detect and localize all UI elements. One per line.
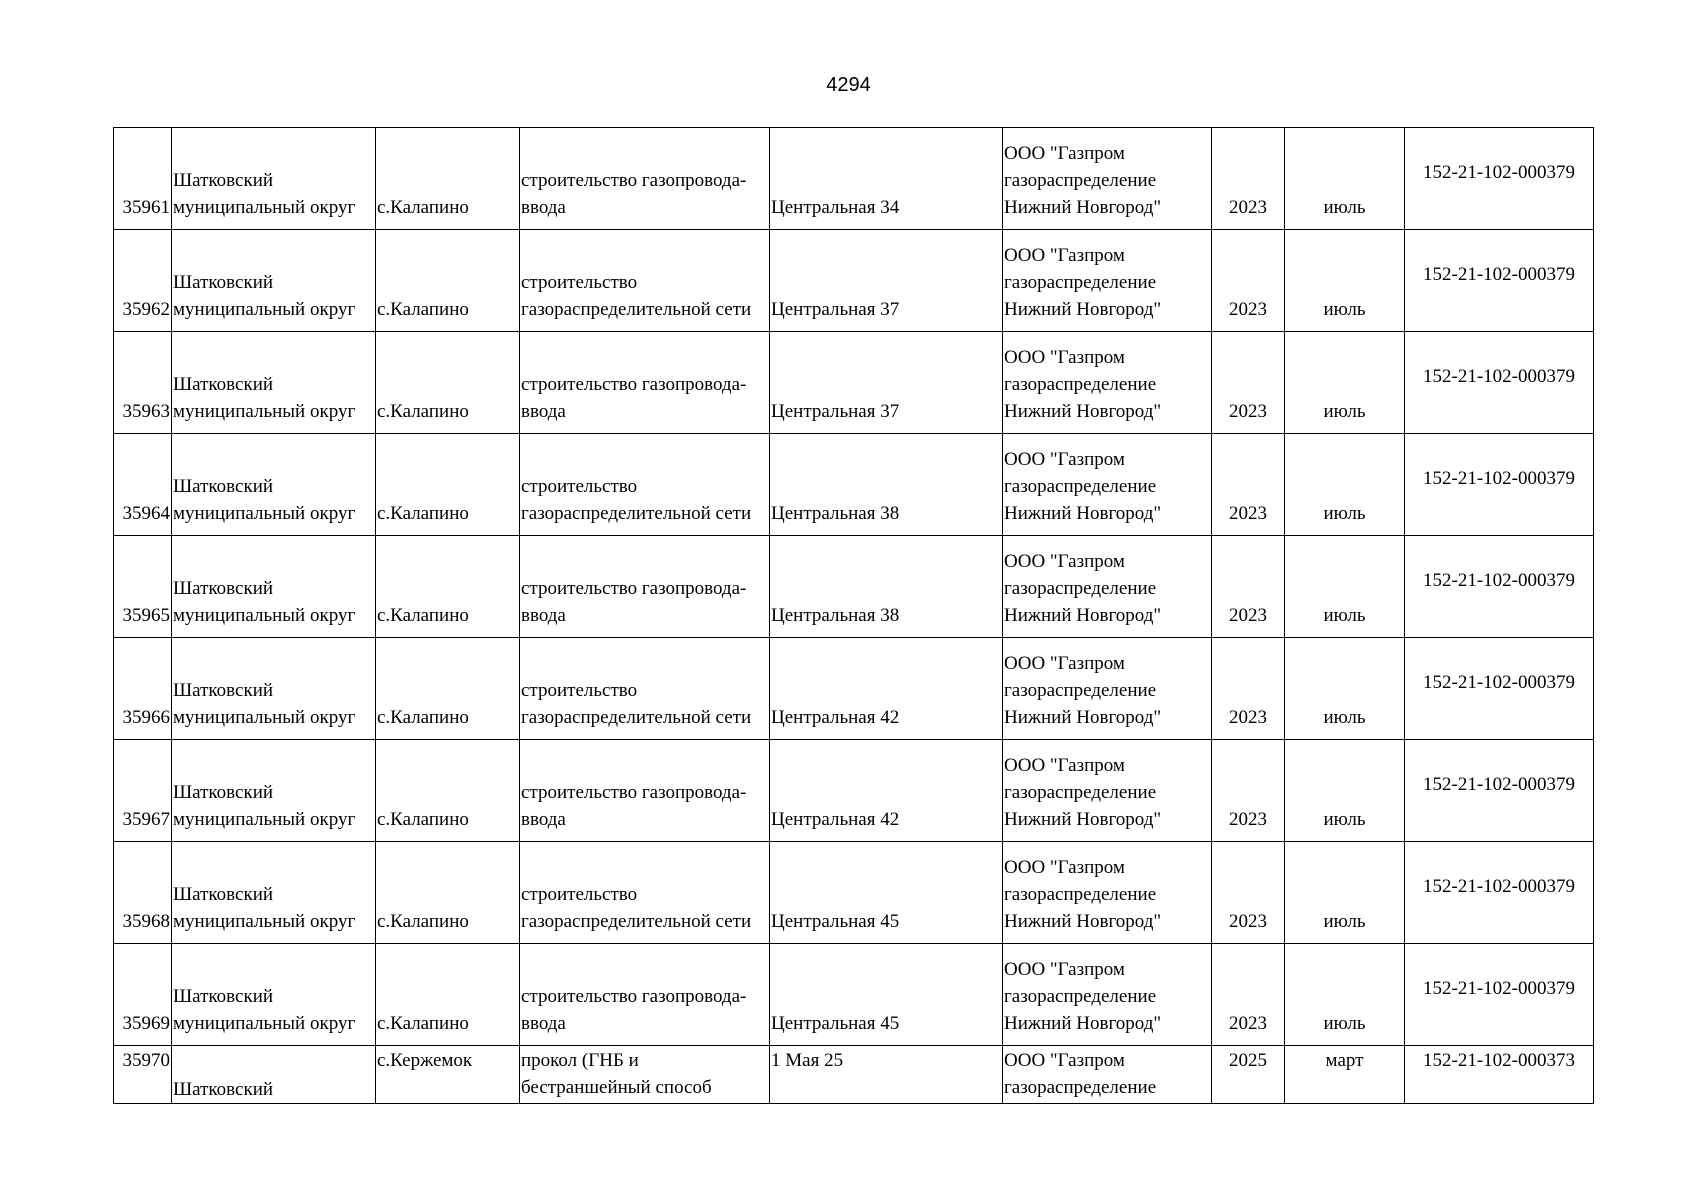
municipality-line: муниципальный округ	[173, 911, 356, 932]
work-type-line: бестраншейный способ	[521, 1077, 712, 1098]
month-cell	[1285, 434, 1405, 536]
work-type-cell	[520, 944, 770, 1046]
organization-cell	[1003, 128, 1212, 230]
work-type-cell	[520, 536, 770, 638]
organization-line: Нижний Новгород"	[1004, 197, 1162, 218]
organization-line: ООО "Газпром	[1004, 143, 1125, 164]
code: 152-21-102-000373	[1423, 1050, 1575, 1071]
registry-body	[114, 128, 1594, 1104]
month: июль	[1323, 503, 1366, 524]
work-type-line: газораспределительной сети	[521, 911, 752, 932]
row-number: 35962	[122, 299, 170, 320]
row-number: 35969	[122, 1013, 170, 1034]
code-cell	[1405, 230, 1594, 332]
month: июль	[1323, 911, 1366, 932]
table-row	[114, 740, 1594, 842]
address-cell	[770, 1046, 1003, 1104]
year: 2025	[1229, 1050, 1267, 1071]
address-cell	[770, 230, 1003, 332]
code: 152-21-102-000379	[1423, 774, 1575, 795]
municipality-cell	[172, 740, 376, 842]
municipality-cell	[172, 230, 376, 332]
row-number: 35967	[122, 809, 170, 830]
organization-line: Нижний Новгород"	[1004, 503, 1162, 524]
organization-cell	[1003, 740, 1212, 842]
municipality-cell	[172, 434, 376, 536]
municipality-line: муниципальный округ	[173, 809, 356, 830]
row-number: 35964	[122, 503, 170, 524]
settlement-cell	[376, 128, 520, 230]
code: 152-21-102-000379	[1423, 570, 1575, 591]
organization-line: ООО "Газпром	[1004, 755, 1125, 776]
organization-line: ООО "Газпром	[1004, 959, 1125, 980]
row-number-cell	[114, 944, 172, 1046]
organization-line: газораспределение	[1004, 884, 1157, 905]
municipality-cell	[172, 1046, 376, 1104]
municipality-line: Шатковский	[173, 374, 274, 395]
code-cell	[1405, 536, 1594, 638]
municipality-line: Шатковский	[173, 680, 274, 701]
code-cell	[1405, 434, 1594, 536]
organization-cell	[1003, 434, 1212, 536]
settlement: с.Калапино	[377, 197, 469, 218]
work-type-line: строительство	[521, 476, 638, 497]
municipality-line: муниципальный округ	[173, 197, 356, 218]
address: Центральная 37	[771, 299, 900, 320]
organization-line: ООО "Газпром	[1004, 347, 1125, 368]
year: 2023	[1229, 299, 1267, 320]
table-row	[114, 944, 1594, 1046]
organization-line: газораспределение	[1004, 374, 1157, 395]
address-cell	[770, 740, 1003, 842]
month-cell	[1285, 944, 1405, 1046]
month: июль	[1323, 1013, 1366, 1034]
municipality-line: муниципальный округ	[173, 299, 356, 320]
address: Центральная 38	[771, 605, 900, 626]
code: 152-21-102-000379	[1423, 468, 1575, 489]
organization-line: газораспределение	[1004, 476, 1157, 497]
row-number-cell	[114, 332, 172, 434]
code: 152-21-102-000379	[1423, 876, 1575, 897]
municipality-cell	[172, 944, 376, 1046]
settlement: с.Калапино	[377, 911, 469, 932]
address-cell	[770, 944, 1003, 1046]
row-number-cell	[114, 1046, 172, 1104]
organization-line: Нижний Новгород"	[1004, 809, 1162, 830]
year-cell	[1212, 944, 1285, 1046]
organization-cell	[1003, 638, 1212, 740]
municipality-line: муниципальный округ	[173, 707, 356, 728]
settlement-cell	[376, 230, 520, 332]
work-type-cell	[520, 230, 770, 332]
row-number: 35966	[122, 707, 170, 728]
code-cell	[1405, 332, 1594, 434]
settlement: с.Калапино	[377, 605, 469, 626]
work-type-line: ввода	[521, 1013, 566, 1034]
address-cell	[770, 434, 1003, 536]
municipality-line: Шатковский	[173, 578, 274, 599]
work-type-line: газораспределительной сети	[521, 299, 752, 320]
work-type-cell	[520, 842, 770, 944]
month: июль	[1323, 299, 1366, 320]
row-number: 35970	[122, 1050, 170, 1071]
work-type-cell	[520, 1046, 770, 1104]
table-row	[114, 536, 1594, 638]
table-row	[114, 1046, 1594, 1104]
organization-line: ООО "Газпром	[1004, 551, 1125, 572]
month-cell	[1285, 332, 1405, 434]
year-cell	[1212, 1046, 1285, 1104]
work-type-cell	[520, 638, 770, 740]
code: 152-21-102-000379	[1423, 162, 1575, 183]
month-cell	[1285, 128, 1405, 230]
settlement-cell	[376, 944, 520, 1046]
municipality-line: Шатковский	[173, 884, 274, 905]
month-cell	[1285, 740, 1405, 842]
year: 2023	[1229, 707, 1267, 728]
municipality-line: муниципальный округ	[173, 503, 356, 524]
work-type-line: ввода	[521, 809, 566, 830]
code-cell	[1405, 740, 1594, 842]
settlement: с.Калапино	[377, 707, 469, 728]
year: 2023	[1229, 197, 1267, 218]
row-number: 35968	[122, 911, 170, 932]
row-number: 35965	[122, 605, 170, 626]
code-cell	[1405, 638, 1594, 740]
municipality-cell	[172, 536, 376, 638]
code: 152-21-102-000379	[1423, 672, 1575, 693]
work-type-line: ввода	[521, 401, 566, 422]
organization-line: Нижний Новгород"	[1004, 605, 1162, 626]
year: 2023	[1229, 911, 1267, 932]
month-cell	[1285, 230, 1405, 332]
municipality-line: Шатковский	[173, 170, 274, 191]
month-cell	[1285, 1046, 1405, 1104]
table-row	[114, 842, 1594, 944]
settlement-cell	[376, 536, 520, 638]
month: июль	[1323, 197, 1366, 218]
address: Центральная 34	[771, 197, 900, 218]
settlement: с.Калапино	[377, 503, 469, 524]
municipality-cell	[172, 128, 376, 230]
row-number-cell	[114, 536, 172, 638]
work-type-line: газораспределительной сети	[521, 707, 752, 728]
code-cell	[1405, 944, 1594, 1046]
organization-line: газораспределение	[1004, 986, 1157, 1007]
municipality-line: Шатковский	[173, 476, 274, 497]
month-cell	[1285, 638, 1405, 740]
row-number: 35961	[122, 197, 170, 218]
municipality-cell	[172, 332, 376, 434]
organization-line: ООО "Газпром	[1004, 857, 1125, 878]
work-type-line: строительство газопровода-	[521, 578, 747, 599]
code: 152-21-102-000379	[1423, 978, 1575, 999]
code: 152-21-102-000379	[1423, 264, 1575, 285]
code: 152-21-102-000379	[1423, 366, 1575, 387]
year-cell	[1212, 536, 1285, 638]
municipality-cell	[172, 638, 376, 740]
work-type-line: строительство газопровода-	[521, 170, 747, 191]
year: 2023	[1229, 401, 1267, 422]
settlement: с.Калапино	[377, 1013, 469, 1034]
organization-cell	[1003, 332, 1212, 434]
work-type-cell	[520, 332, 770, 434]
address: Центральная 38	[771, 503, 900, 524]
year: 2023	[1229, 1013, 1267, 1034]
year: 2023	[1229, 605, 1267, 626]
settlement: с.Кержемок	[377, 1050, 473, 1071]
settlement: с.Калапино	[377, 809, 469, 830]
code-cell	[1405, 1046, 1594, 1104]
month: июль	[1323, 707, 1366, 728]
work-type-cell	[520, 740, 770, 842]
table-row	[114, 638, 1594, 740]
organization-cell	[1003, 842, 1212, 944]
organization-cell	[1003, 230, 1212, 332]
year-cell	[1212, 638, 1285, 740]
code-cell	[1405, 842, 1594, 944]
row-number-cell	[114, 230, 172, 332]
municipality-line: муниципальный округ	[173, 1013, 356, 1034]
registry-table	[113, 127, 1594, 1104]
work-type-line: строительство газопровода-	[521, 782, 747, 803]
month-cell	[1285, 842, 1405, 944]
organization-line: газораспределение	[1004, 170, 1157, 191]
address-cell	[770, 842, 1003, 944]
address: Центральная 37	[771, 401, 900, 422]
address-cell	[770, 536, 1003, 638]
municipality-line: Шатковский	[173, 782, 274, 803]
settlement-cell	[376, 842, 520, 944]
settlement-cell	[376, 740, 520, 842]
organization-cell	[1003, 1046, 1212, 1104]
address: Центральная 45	[771, 1013, 900, 1034]
settlement: с.Калапино	[377, 401, 469, 422]
work-type-line: ввода	[521, 605, 566, 626]
address: Центральная 45	[771, 911, 900, 932]
work-type-line: строительство газопровода-	[521, 986, 747, 1007]
organization-line: ООО "Газпром	[1004, 653, 1125, 674]
work-type-line: ввода	[521, 197, 566, 218]
organization-cell	[1003, 536, 1212, 638]
address: 1 Мая 25	[771, 1050, 844, 1071]
year-cell	[1212, 842, 1285, 944]
organization-line: Нижний Новгород"	[1004, 401, 1162, 422]
year: 2023	[1229, 809, 1267, 830]
work-type-cell	[520, 434, 770, 536]
year-cell	[1212, 128, 1285, 230]
work-type-line: строительство	[521, 680, 638, 701]
municipality-line: Шатковский	[173, 1079, 274, 1100]
address-cell	[770, 128, 1003, 230]
organization-line: газораспределение	[1004, 272, 1157, 293]
organization-line: газораспределение	[1004, 1077, 1157, 1098]
work-type-cell	[520, 128, 770, 230]
organization-line: газораспределение	[1004, 782, 1157, 803]
settlement-cell	[376, 332, 520, 434]
address-cell	[770, 332, 1003, 434]
month: март	[1325, 1050, 1364, 1071]
organization-line: ООО "Газпром	[1004, 449, 1125, 470]
row-number-cell	[114, 842, 172, 944]
year-cell	[1212, 740, 1285, 842]
organization-line: Нижний Новгород"	[1004, 299, 1162, 320]
month-cell	[1285, 536, 1405, 638]
organization-line: газораспределение	[1004, 680, 1157, 701]
municipality-line: Шатковский	[173, 272, 274, 293]
year-cell	[1212, 332, 1285, 434]
organization-line: Нижний Новгород"	[1004, 1013, 1162, 1034]
address-cell	[770, 638, 1003, 740]
row-number-cell	[114, 128, 172, 230]
municipality-line: муниципальный округ	[173, 401, 356, 422]
organization-line: Нижний Новгород"	[1004, 911, 1162, 932]
row-number-cell	[114, 638, 172, 740]
municipality-line: Шатковский	[173, 986, 274, 1007]
row-number-cell	[114, 740, 172, 842]
work-type-line: прокол (ГНБ и	[521, 1050, 639, 1071]
organization-line: ООО "Газпром	[1004, 1050, 1125, 1071]
settlement-cell	[376, 1046, 520, 1104]
page-number: 4294	[826, 74, 871, 96]
settlement-cell	[376, 434, 520, 536]
code-cell	[1405, 128, 1594, 230]
settlement: с.Калапино	[377, 299, 469, 320]
municipality-cell	[172, 842, 376, 944]
table-row	[114, 332, 1594, 434]
year: 2023	[1229, 503, 1267, 524]
work-type-line: газораспределительной сети	[521, 503, 752, 524]
table-row	[114, 230, 1594, 332]
row-number-cell	[114, 434, 172, 536]
year-cell	[1212, 230, 1285, 332]
work-type-line: строительство	[521, 272, 638, 293]
table-row	[114, 434, 1594, 536]
organization-line: Нижний Новгород"	[1004, 707, 1162, 728]
municipality-line: муниципальный округ	[173, 605, 356, 626]
settlement-cell	[376, 638, 520, 740]
organization-cell	[1003, 944, 1212, 1046]
address: Центральная 42	[771, 707, 900, 728]
month: июль	[1323, 401, 1366, 422]
address: Центральная 42	[771, 809, 900, 830]
month: июль	[1323, 605, 1366, 626]
year-cell	[1212, 434, 1285, 536]
work-type-line: строительство газопровода-	[521, 374, 747, 395]
month: июль	[1323, 809, 1366, 830]
row-number: 35963	[122, 401, 170, 422]
organization-line: газораспределение	[1004, 578, 1157, 599]
table-row	[114, 128, 1594, 230]
organization-line: ООО "Газпром	[1004, 245, 1125, 266]
work-type-line: строительство	[521, 884, 638, 905]
